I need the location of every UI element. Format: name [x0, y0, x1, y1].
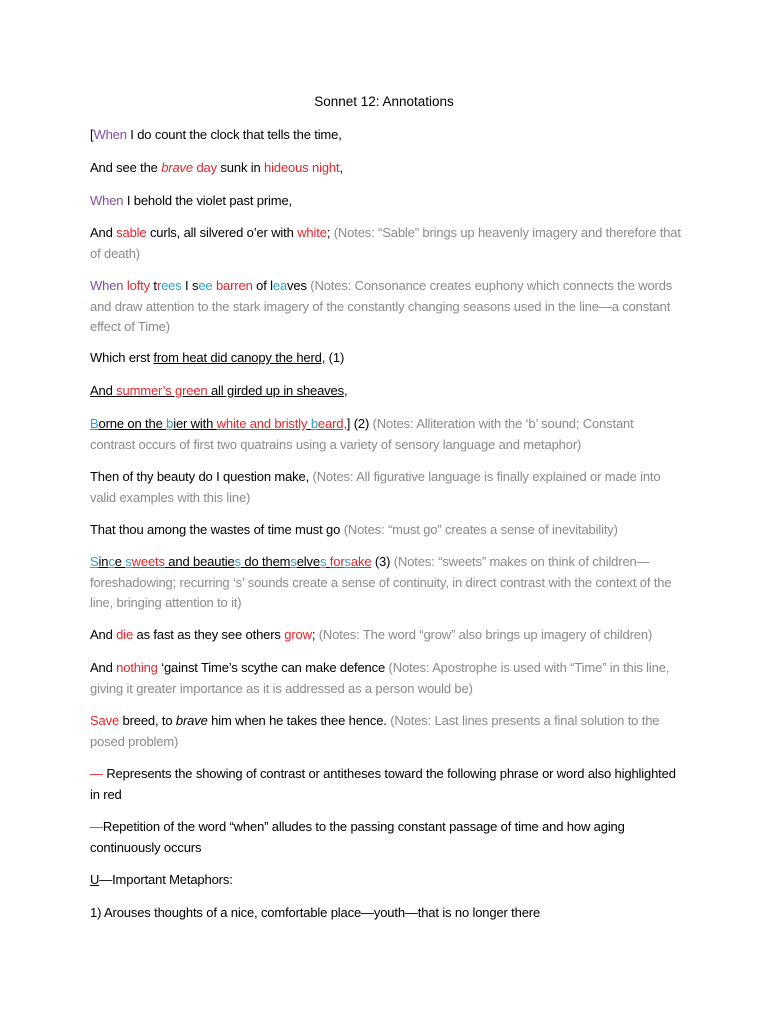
legend-contrast: — Represents the showing of contrast or antitheses toward the following phrase or word also highlighted in red	[90, 766, 676, 802]
page-title: Sonnet 12: Annotations	[314, 94, 454, 109]
annotation-note: (Notes: “Sable” brings up heavenly imagery and therefore that of death)	[90, 225, 681, 261]
annotation-note: (Notes: Alliteration with the ‘b’ sound; Constant contrast occurs of first two quatrains using a variety of sensory language and metaphor)	[90, 416, 634, 452]
legend-metaphors: U—Important Metaphors:	[90, 872, 233, 887]
metaphor-item-1: 1) Arouses thoughts of a nice, comfortable place—youth—that is no longer there	[90, 905, 541, 920]
purple-dash-marker: —	[90, 819, 103, 834]
sonnet-line-9: Then of thy beauty do I question make, (Notes: All figurative language is finally explained or made into valid examples with this line)	[90, 469, 661, 505]
annotation-note: (Notes: Last lines presents a final solution to the posed problem)	[90, 713, 660, 749]
annotation-note: (Notes: The word “grow” also brings up imagery of children)	[318, 627, 653, 642]
sonnet-line-12: And die as fast as they see others grow; (Notes: The word “grow” also brings up imagery of children)	[90, 627, 653, 642]
sonnet-line-1: [When I do count the clock that tells the time,	[90, 127, 342, 142]
annotation-note: (Notes: “sweets” makes on think of children—foreshadowing; recurring ‘s’ sounds create a sense of continuity, in direct contrast with the context of the line, bringing attention to it)	[90, 554, 672, 610]
legend-repetition: —Repetition of the word “when” alludes to the passing constant passage of time and how aging continuously occurs	[90, 819, 625, 855]
underline-marker: U	[90, 872, 100, 887]
sonnet-line-2: And see the brave day sunk in hideous night,	[90, 160, 343, 175]
sonnet-line-13: And nothing ‘gainst Time’s scythe can make defence (Notes: Apostrophe is used with “Time” in this line, giving it greater importance as it is addressed as a person would be)	[90, 660, 670, 696]
sonnet-line-4: And sable curls, all silvered o’er with white; (Notes: “Sable” brings up heavenly imagery and therefore that of death)	[90, 225, 681, 261]
annotation-note: (Notes: All figurative language is finally explained or made into valid examples with this line)	[90, 469, 661, 505]
annotation-note: (Notes: Apostrophe is used with “Time” in this line, giving it greater importance as it is addressed as a person would be)	[90, 660, 670, 696]
sonnet-line-11: Since sweets and beauties do themselves forsake (3) (Notes: “sweets” makes on think of children—foreshadowing; recurring ‘s’ sounds create a sense of continuity, in direct contrast with the context of the line, bringing attention to it)	[90, 554, 672, 610]
sonnet-line-14: Save breed, to brave him when he takes thee hence. (Notes: Last lines presents a final solution to the posed problem)	[90, 713, 660, 749]
sonnet-line-5: When lofty trees I see barren of leaves (Notes: Consonance creates euphony which connects the words and draw attention to the stark imagery of the constantly changing seasons used in the line—a constant effect of Time)	[90, 278, 673, 334]
sonnet-line-8: Borne on the bier with white and bristly beard,] (2) (Notes: Alliteration with the ‘b’ sound; Constant contrast occurs of first two quatrains using a variety of sensory language and metaphor)	[90, 416, 634, 452]
sonnet-line-7: And summer’s green all girded up in sheaves,	[90, 383, 348, 398]
sonnet-line-3: When I behold the violet past prime,	[90, 193, 293, 208]
sonnet-line-10: That thou among the wastes of time must go (Notes: “must go” creates a sense of inevitability)	[90, 522, 618, 537]
annotation-note: (Notes: Consonance creates euphony which connects the words and draw attention to the stark imagery of the constantly changing seasons used in the line—a constant effect of Time)	[90, 278, 673, 334]
annotation-note: (Notes: “must go” creates a sense of inevitability)	[343, 522, 618, 537]
sonnet-line-6: Which erst from heat did canopy the herd, (1)	[90, 350, 345, 365]
red-dash-marker: —	[90, 766, 103, 781]
